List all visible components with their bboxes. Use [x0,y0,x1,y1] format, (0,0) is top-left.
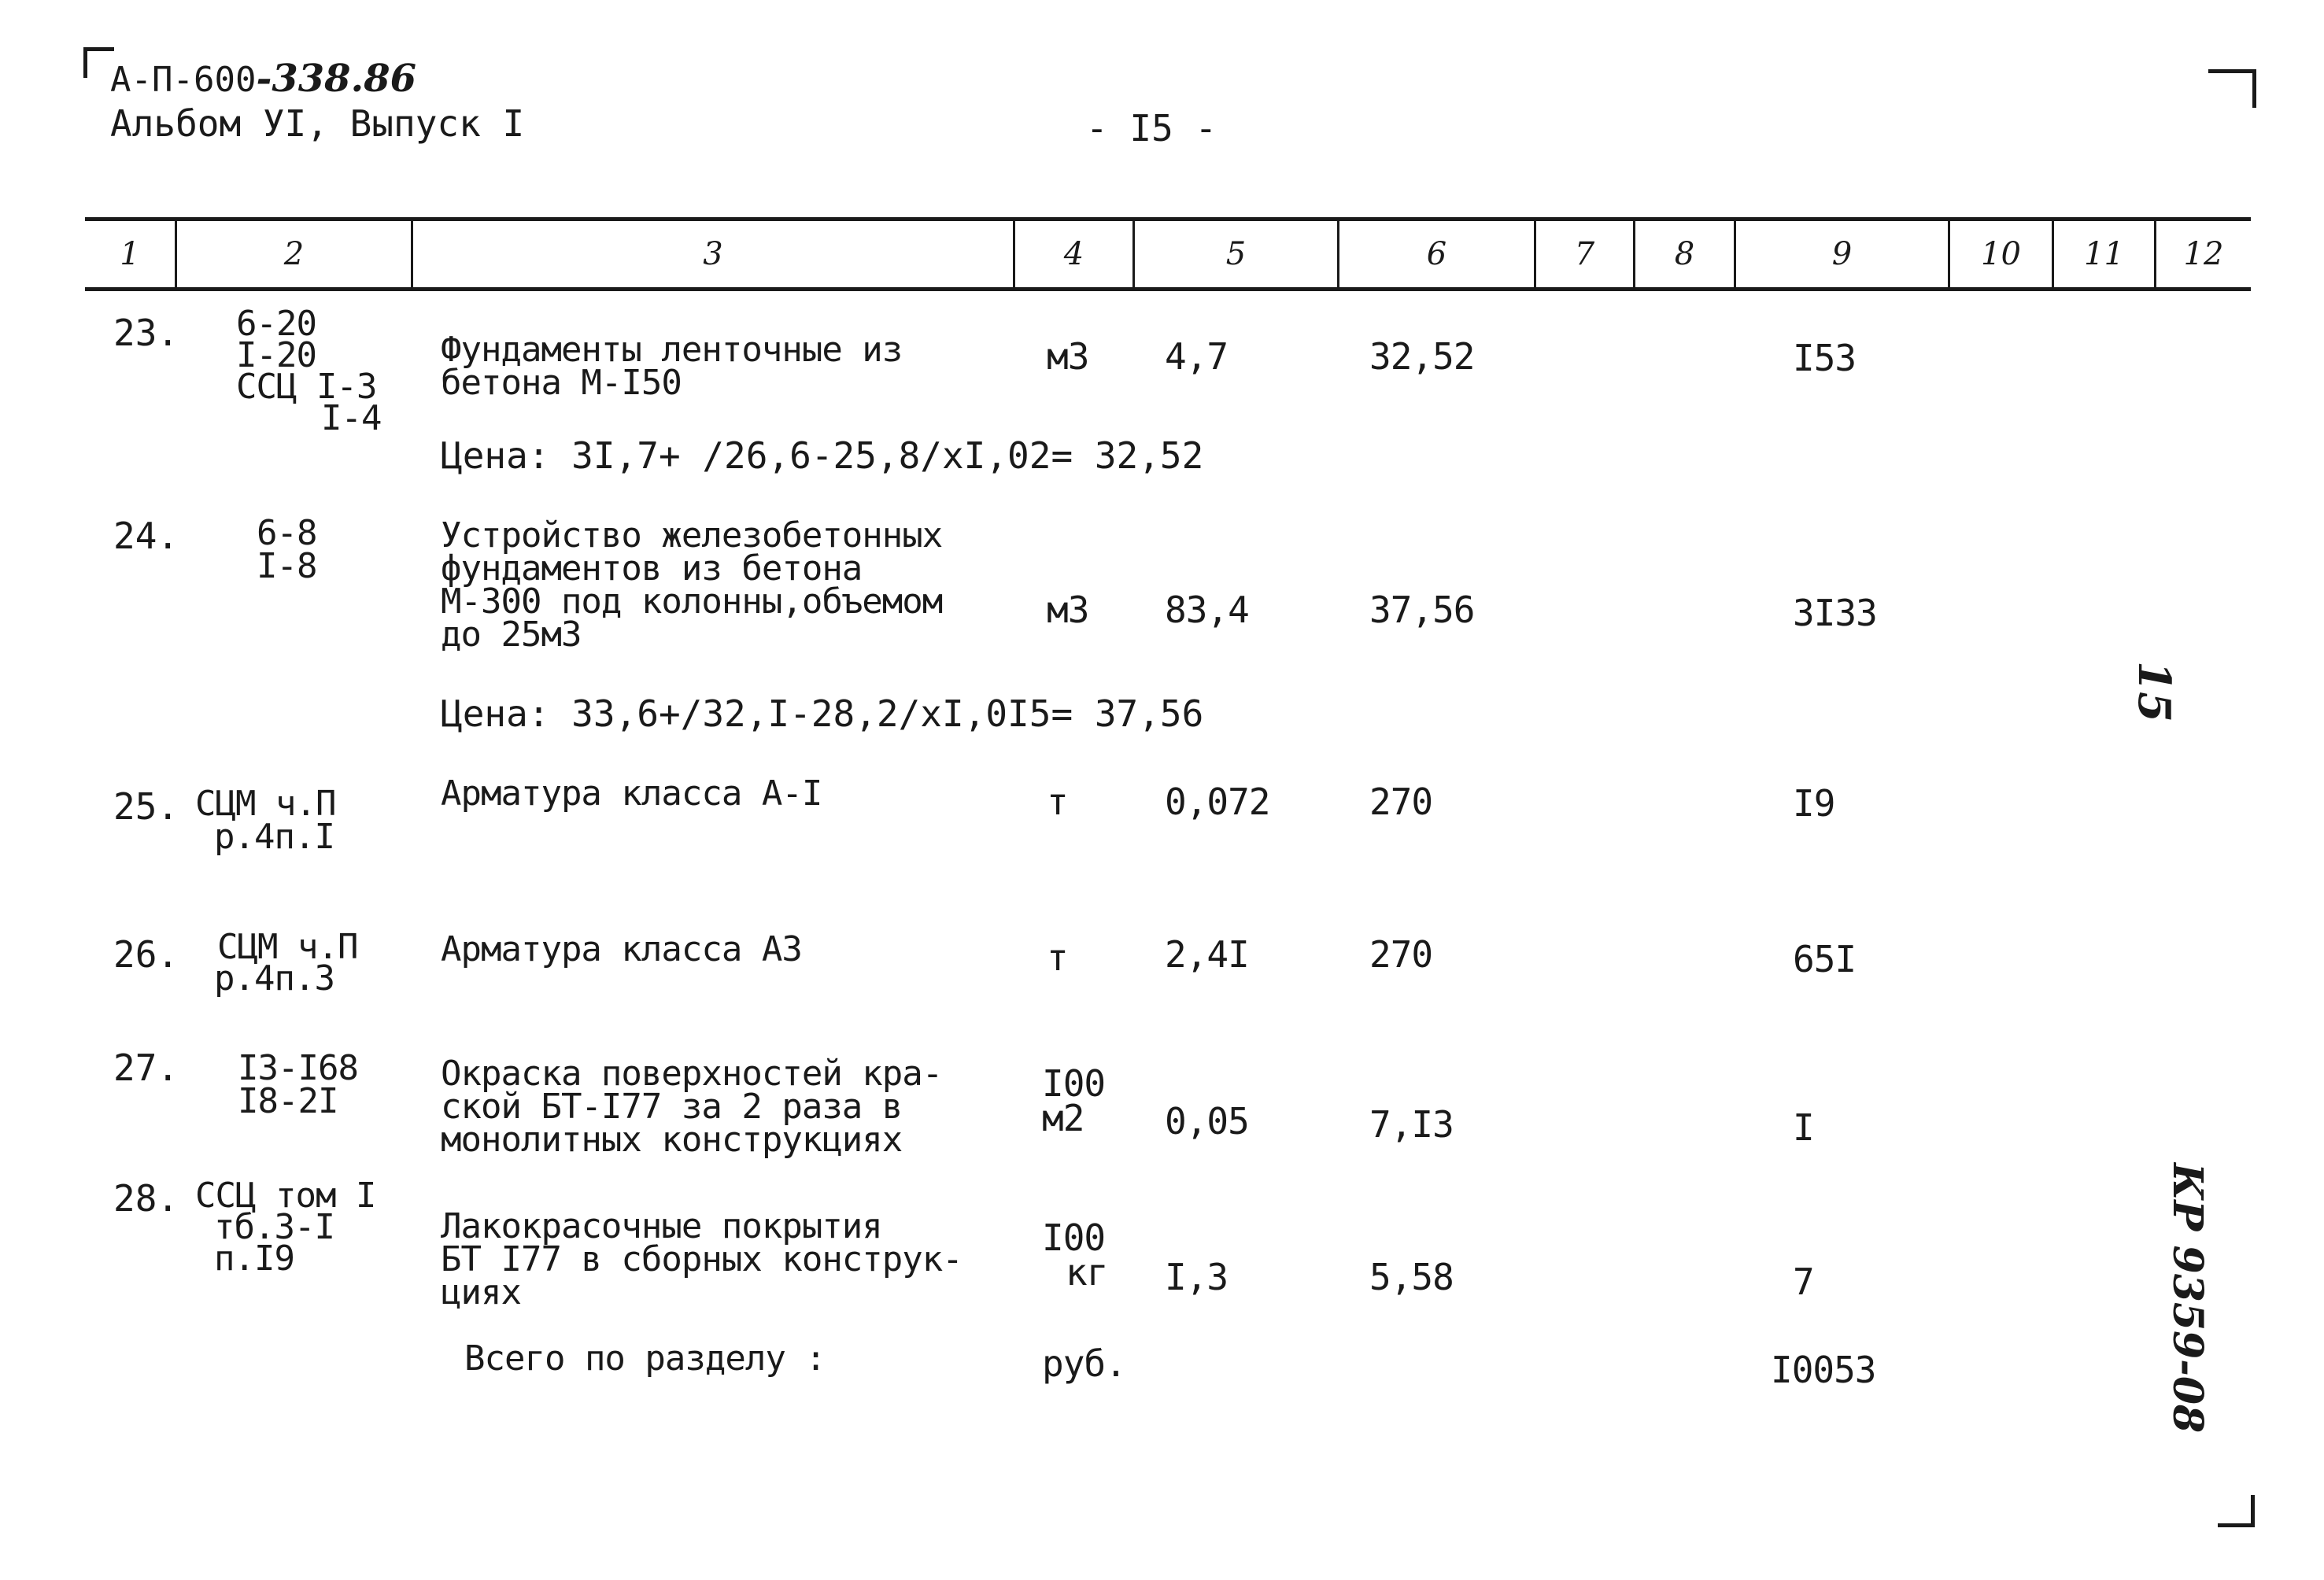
row-total: I53 [1793,337,1857,379]
document-code-prefix: А-П-600 [110,60,257,100]
row-unit-price: 5,58 [1369,1256,1454,1298]
row-price-note: Цена: 3I,7+ /26,6-25,8/хI,02= 32,52 [441,434,1204,477]
section-total-value: I0053 [1771,1349,1876,1391]
column-header [85,217,2251,291]
row-description-line: фундаментов из бетона [441,548,863,589]
row-description-line: Окраска поверхностей кра- [441,1054,943,1094]
column-number: 3 [413,221,1015,287]
row-unit: кг [1066,1251,1108,1294]
row-code-line: ССЦ том I [195,1176,376,1216]
row-description-line: БТ I77 в сборных конструк- [441,1239,962,1279]
column-number: 9 [1736,221,1950,287]
row-unit-price: 270 [1369,781,1433,823]
corner-mark-top-right [2208,69,2256,108]
column-number: 1 [85,221,177,287]
row-code-line: СЦМ ч.П [217,927,358,967]
row-code-line: СЦМ ч.П [195,784,336,824]
row-quantity: 2,4I [1165,933,1249,976]
column-number: 5 [1135,221,1339,287]
row-unit: м2 [1042,1097,1084,1139]
row-code-line: I3-I68 [238,1048,358,1088]
section-total-label: Всего по разделу : [464,1338,826,1379]
document-code-handwritten: -338.86 [256,57,417,101]
row-number: 23. [113,312,179,354]
row-description-line: монолитных конструкциях [441,1120,903,1160]
row-description-line: бетона М-I50 [441,363,682,403]
row-number: 27. [113,1047,179,1089]
row-code-line: I-20 [236,335,316,375]
column-number: 6 [1339,221,1536,287]
column-number: 7 [1536,221,1635,287]
row-unit: м3 [1047,589,1089,631]
row-total: I9 [1793,782,1835,825]
column-number: 4 [1015,221,1135,287]
section-total-unit: руб. [1042,1342,1126,1385]
row-code-line: ССЦ I-3 [236,367,377,407]
row-description-line: ской БТ-I77 за 2 раза в [441,1087,903,1127]
row-unit: I00 [1042,1062,1106,1105]
document-code [110,57,416,101]
page-number: - I5 - [1086,107,1217,150]
row-unit: т [1047,781,1068,823]
row-quantity: I,3 [1165,1256,1229,1298]
row-code-line: I-4 [321,398,382,438]
row-code-line: р.4п.3 [214,958,334,999]
row-code-line: I8-2I [238,1081,338,1121]
row-code-line: 6-8 [257,513,317,553]
row-unit-price: 270 [1369,933,1433,976]
margin-page-number-handwritten: 15 [2128,661,2180,722]
row-unit: т [1047,936,1068,979]
row-quantity: 4,7 [1165,335,1229,378]
row-quantity: 0,05 [1165,1100,1249,1143]
row-description-line: М-300 под колонны,объемом [441,581,943,622]
column-number: 11 [2054,221,2156,287]
row-total: 7 [1793,1261,1814,1303]
row-number: 28. [113,1177,179,1220]
row-unit-price: 37,56 [1369,589,1475,631]
column-number: 8 [1635,221,1736,287]
column-number: 12 [2183,236,2224,272]
row-code-line: тб.3-I [214,1207,334,1247]
row-description-line: Фундаменты ленточные из [441,330,903,370]
row-code-line: р.4п.I [214,817,334,857]
row-code-line: п.I9 [214,1239,294,1279]
column-number: 2 [177,221,413,287]
row-unit: м3 [1047,335,1089,378]
row-description-line: до 25м3 [441,615,582,655]
row-code-line: I-8 [257,546,317,586]
row-description-line: циях [441,1272,521,1312]
margin-archive-code-handwritten: КР 9359-08 [2163,1163,2211,1434]
row-description-line: Лакокрасочные покрытия [441,1206,882,1246]
row-quantity: 83,4 [1165,589,1249,631]
column-number: 10 [1950,221,2054,287]
row-number: 26. [113,933,179,976]
row-unit: I00 [1042,1216,1106,1259]
row-description-line: Арматура класса А-I [441,773,822,814]
row-number: 24. [113,515,179,557]
row-number: 25. [113,785,179,828]
row-unit-price: 32,52 [1369,335,1475,378]
row-price-note: Цена: 33,6+/32,I-28,2/хI,0I5= 37,56 [441,692,1204,735]
row-description-line: Арматура класса А3 [441,929,802,969]
row-unit-price: 7,I3 [1369,1103,1454,1146]
row-total: I [1793,1106,1814,1149]
row-description-line: Устройство железобетонных [441,515,943,556]
row-total: 3I33 [1793,592,1877,634]
album-line: Альбом УI, Выпуск I [110,102,525,145]
corner-mark-bottom-right [2218,1495,2255,1527]
row-total: 65I [1793,938,1857,980]
row-code-line: 6-20 [236,304,316,344]
row-quantity: 0,072 [1165,781,1270,823]
